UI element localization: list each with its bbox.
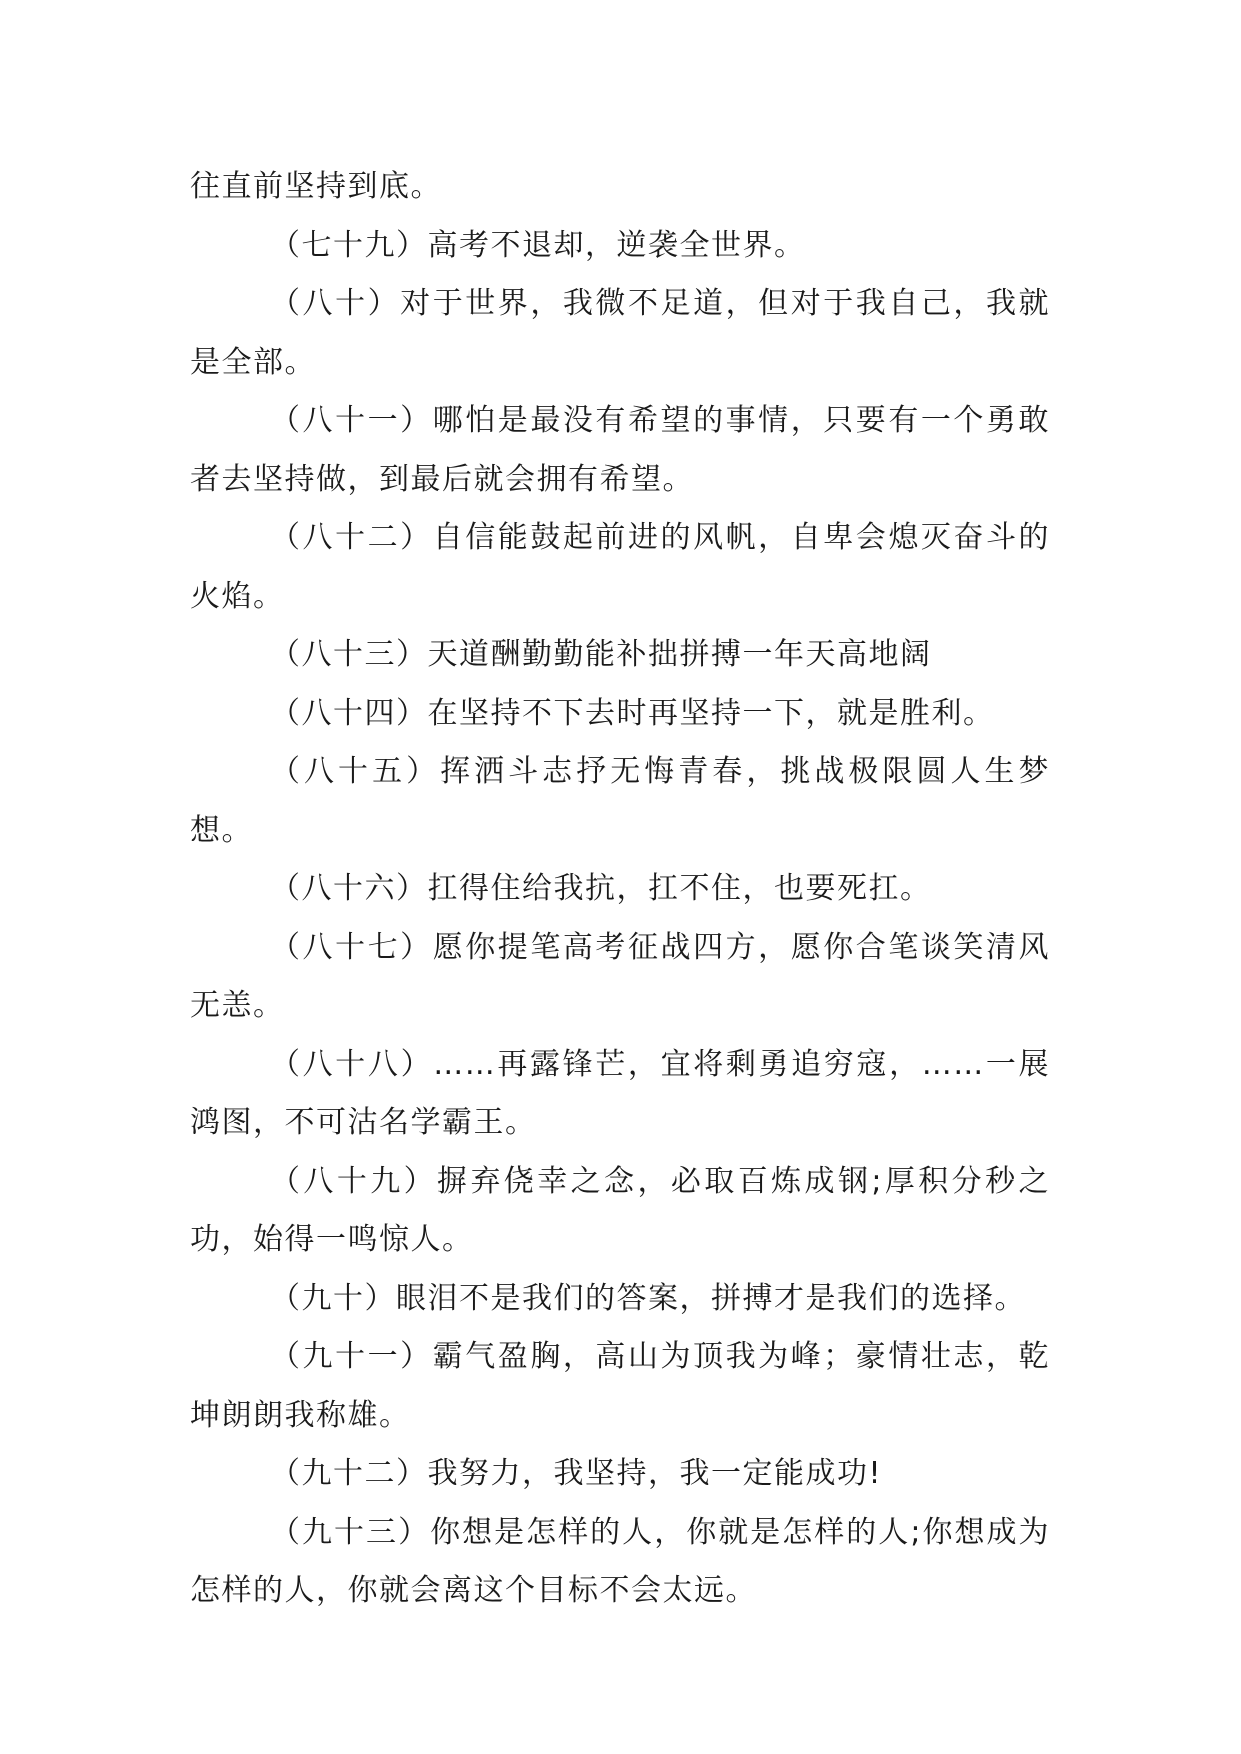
paragraph-88: （八十八）……再露锋芒，宜将剩勇追穷寇，……一展鸿图，不可沽名学霸王。 bbox=[190, 1046, 1050, 1140]
paragraph-continuation: 往直前坚持到底。 bbox=[190, 169, 442, 204]
document-body bbox=[190, 158, 1050, 1621]
paragraph-93: （九十三）你想是怎样的人，你就是怎样的人;你想成为怎样的人，你就会离这个目标不会太远。 bbox=[190, 1514, 1050, 1608]
paragraph-90: （九十）眼泪不是我们的答案，拼搏才是我们的选择。 bbox=[270, 1280, 1026, 1316]
paragraph-85: （八十五）挥洒斗志抒无悔青春，挑战极限圆人生梦想。 bbox=[190, 754, 1050, 848]
paragraph-89: （八十九）摒弃侥幸之念，必取百炼成钢;厚积分秒之功，始得一鸣惊人。 bbox=[190, 1163, 1050, 1257]
paragraph-91: （九十一）霸气盈胸，高山为顶我为峰；豪情壮志，乾坤朗朗我称雄。 bbox=[190, 1339, 1050, 1433]
paragraph-86: （八十六）扛得住给我抗，扛不住，也要死扛。 bbox=[270, 871, 932, 906]
paragraph-79: （七十九）高考不退却，逆袭全世界。 bbox=[270, 227, 806, 263]
paragraph-87: （八十七）愿你提笔高考征战四方，愿你合笔谈笑清风无恙。 bbox=[190, 929, 1050, 1023]
paragraph-84: （八十四）在坚持不下去时再坚持一下，就是胜利。 bbox=[270, 695, 995, 731]
paragraph-83: （八十三）天道酬勤勤能补拙拼搏一年天高地阔 bbox=[270, 637, 932, 672]
paragraph-82: （八十二）自信能鼓起前进的风帆，自卑会熄灭奋斗的火焰。 bbox=[190, 520, 1050, 614]
paragraph-92: （九十二）我努力，我坚持，我一定能成功! bbox=[270, 1456, 883, 1491]
paragraph-80: （八十）对于世界，我微不足道，但对于我自己，我就是全部。 bbox=[190, 286, 1050, 380]
paragraph-81: （八十一）哪怕是最没有希望的事情，只要有一个勇敢者去坚持做，到最后就会拥有希望。 bbox=[190, 403, 1050, 497]
